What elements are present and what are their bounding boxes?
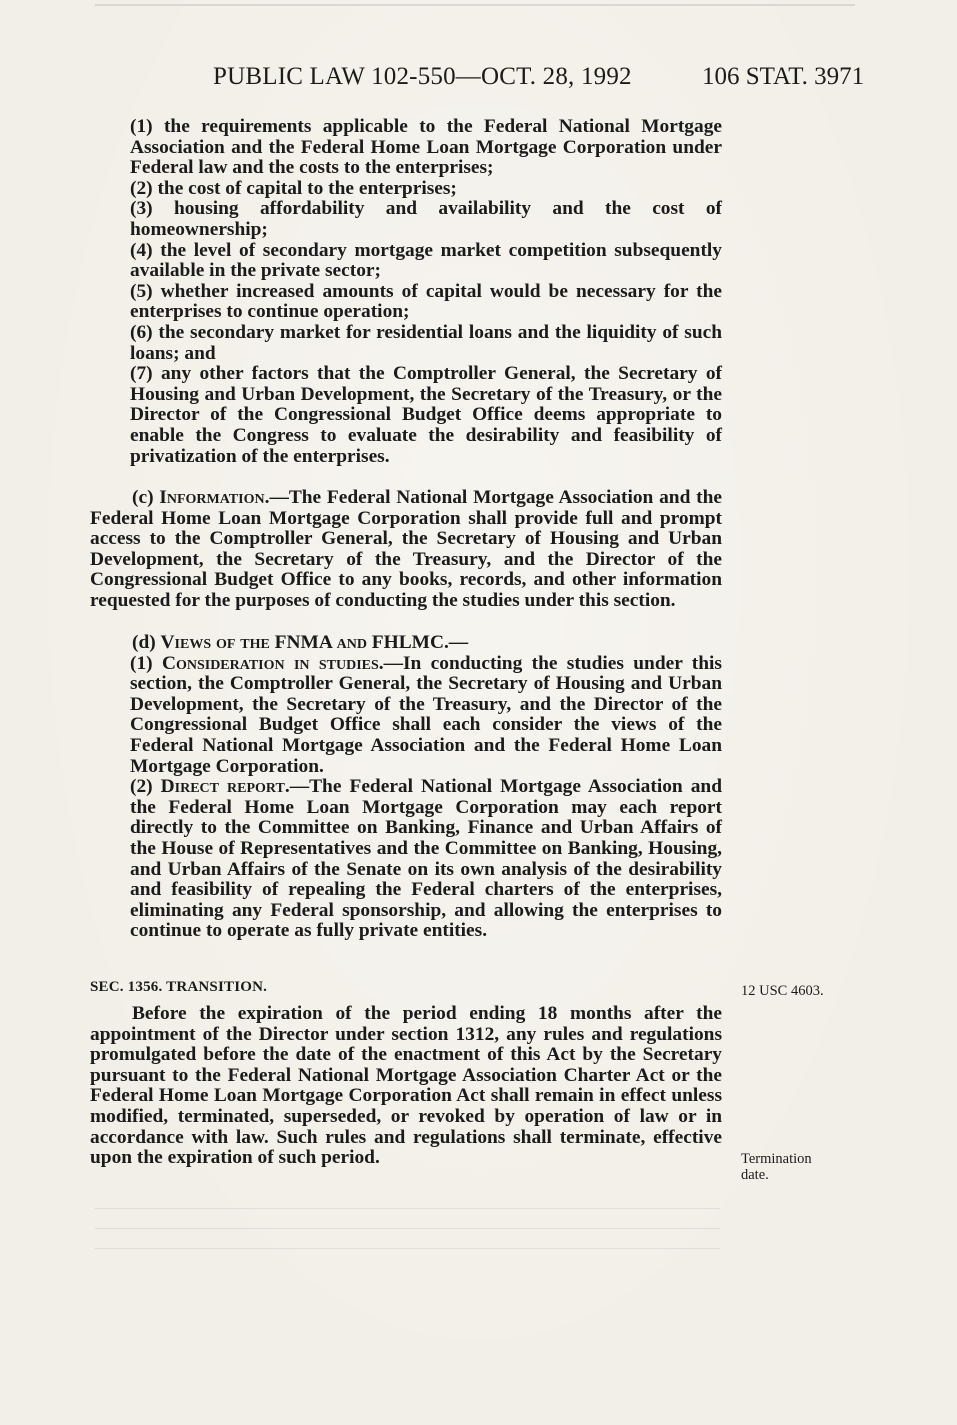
subsection-d-heading: Views of the FNMA and FHLMC. (160, 632, 449, 653)
subsection-d-label: (d) (132, 632, 161, 653)
subsection-c-text: —The Federal National Mortgage Association and the Federal Home Loan Mortgage Corporation shall provide full and prompt access to the Comptroller General, the Secretary of Housing and Urban Development, the Secretary of the Treasury, and the Director of the Congressional Budget Office to any books, records, and other information requested for the purposes of conducting the studies under this section. (90, 487, 722, 611)
subsection-b-list (90, 117, 722, 467)
bleed-through-line (95, 1228, 720, 1229)
list-item-3 (90, 199, 722, 240)
subsection-c (90, 488, 722, 612)
subsection-d-dash: — (448, 632, 469, 653)
list-item-4: (4) the level of secondary mortgage market competition subsequently available in the private sector; (130, 239, 722, 282)
paragraph-d2-text: —The Federal National Mortgage Association and the Federal Home Loan Mortgage Corporation may each report directly to the Committee on Banking, Finance and Urban Affairs of the House of Representatives and the Committee on Banking, Housing, and Urban Affairs of the Senate on its own analysis of the desirability and feasibility of repealing the Federal charters of the enterprises, eliminating any Federal sponsorship, and allowing the enterprises to continue to operate as fully private entities. (130, 776, 723, 942)
bleed-through-line (95, 1208, 720, 1209)
subsection-c-paragraph (90, 488, 722, 612)
paragraph-d1 (90, 654, 722, 778)
paragraph-d2-heading: Direct report. (160, 776, 290, 798)
paragraph-d1-label: (1) (130, 652, 162, 674)
paragraph-d1-text: —In conducting the studies under this section, the Comptroller General, the Secretary of Housing and Urban Development, the Secretary of the Treasury, and the Director of the Congressional Budget Office shall each consider the views of the Federal National Mortgage Association and the Federal Home Loan Mortgage Corporation. (130, 652, 722, 777)
section-1356-paragraph: Before the expiration of the period ending 18 months after the appointment of the Director under section 1312, any rules and regulations promulgated before the date of the enactment of this Act by the Secretary pursuant to the Federal National Mortgage Association Charter Act or the Federal Home Loan Mortgage Corporation Act shall remain in effect unless modified, terminated, superseded, or revoked by operation of law or in accordance with law. Such rules and regulations shall terminate, effective upon the expiration of such period. (90, 1003, 722, 1169)
bleed-through-line (95, 1248, 720, 1249)
margin-note-termination-line2: date. (741, 1167, 769, 1183)
list-item-1: (1) the requirements applicable to the Federal National Mortgage Association and the Federal Home Loan Mortgage Corporation under Federal law and the costs to the enterprises; (130, 116, 722, 179)
list-item-2: (2) the cost of capital to the enterprises; (130, 177, 457, 199)
subsection-c-label: (c) (132, 487, 160, 508)
subsection-d-heading-line (90, 633, 722, 654)
margin-note-termination-line1: Termination (741, 1151, 812, 1167)
running-header-title: PUBLIC LAW 102-550—OCT. 28, 1992 (213, 63, 632, 90)
subsection-c-heading: Information. (159, 487, 270, 508)
section-1356-heading: SEC. 1356. TRANSITION. (90, 979, 268, 995)
margin-note-usc: 12 USC 4603. (741, 983, 824, 999)
running-header-page-number: 106 STAT. 3971 (702, 63, 865, 90)
paragraph-d1-heading: Consideration in studies. (161, 652, 384, 674)
list-item-7: (7) any other factors that the Comptroller General, the Secretary of Housing and Urban Development, the Secretary of the Treasury, or the Director of the Congressional Budget Office deems appropriate to enable the Congress to evaluate the desirability and feasibility of privatization of the enterprises. (130, 363, 722, 467)
bleed-through-mark (95, 4, 855, 16)
paragraph-d2 (90, 777, 722, 942)
list-item-3-text: (3) housing affordability and availability and the cost of homeownership; (130, 198, 722, 240)
margin-note-termination (741, 1151, 812, 1183)
subsection-d (90, 633, 722, 942)
paragraph-d2-label: (2) (130, 776, 161, 798)
list-item-6: (6) the secondary market for residential loans and the liquidity of such loans; and (130, 321, 722, 364)
section-1356-body (90, 1004, 722, 1169)
list-item-5: (5) whether increased amounts of capital would be necessary for the enterprises to continue operation; (130, 280, 722, 323)
